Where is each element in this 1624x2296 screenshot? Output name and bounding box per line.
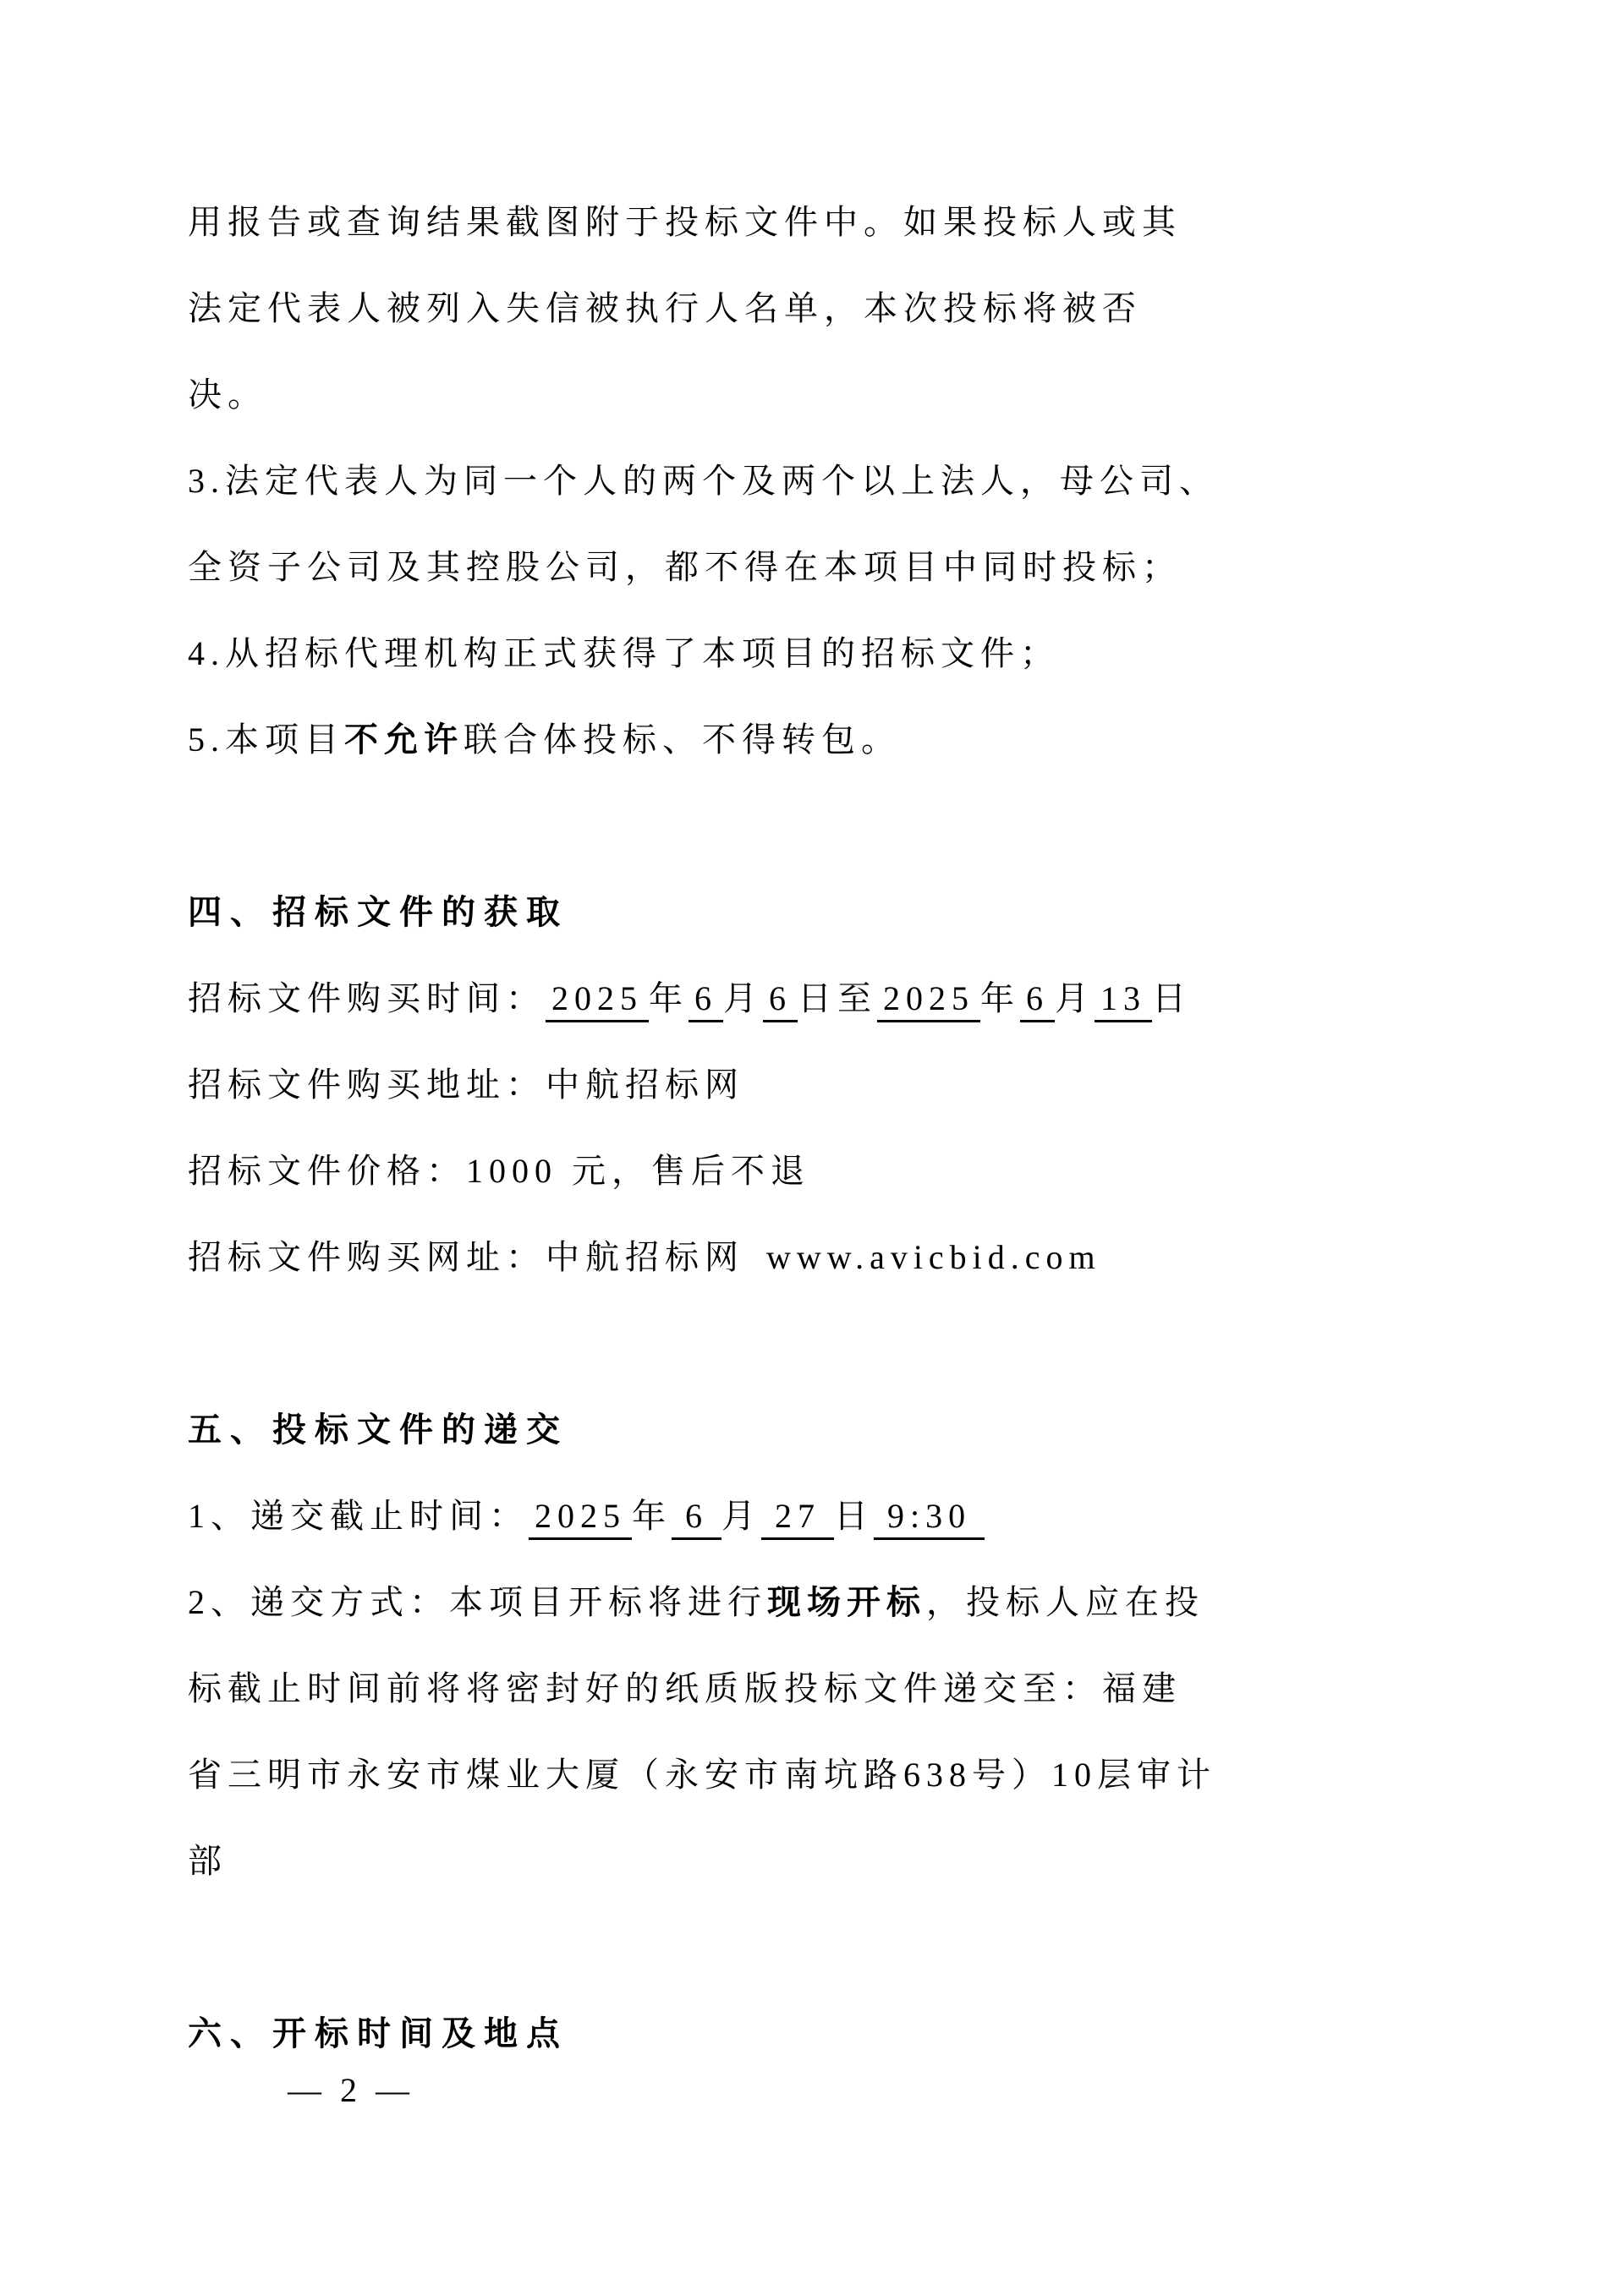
submission-deadline-sep1: 年 (632, 1497, 672, 1535)
purchase-url-label: 招标文件购买网址： (188, 1238, 546, 1276)
condition-item-3-line-2: 全资子公司及其控股公司，都不得在本项目中同时投标； (188, 548, 1182, 586)
purchase-time-sep6: 日 (1152, 979, 1192, 1017)
purchase-time-label: 招标文件购买时间： (188, 979, 546, 1017)
purchase-time-month2-underlined: 6 (1020, 978, 1055, 1022)
intro-paragraph-line-3: 决。 (188, 375, 267, 414)
condition-item-4: 4.从招标代理机构正式获得了本项目的招标文件； (188, 634, 1060, 672)
condition-item-5-post: 联合体投标、不得转包。 (464, 721, 901, 759)
submission-deadline-sep3: 日 (834, 1497, 874, 1535)
purchase-time-day2-underlined: 13 (1095, 978, 1152, 1022)
purchase-url-site-name: 中航招标网 (546, 1238, 744, 1276)
purchase-time-sep3: 日至 (798, 979, 877, 1017)
submission-deadline-month-underlined: 6 (672, 1495, 721, 1540)
section-heading-bid-submission: 五、投标文件的递交 (188, 1411, 568, 1449)
submission-deadline-sep2: 月 (721, 1497, 761, 1535)
purchase-time-day1-underlined: 6 (763, 978, 798, 1022)
submission-method-line-2: 标截止时间前将将密封好的纸质版投标文件递交至：福建 (188, 1669, 1182, 1707)
purchase-address-line (188, 1042, 1455, 1128)
condition-item-5-bold-no-consortium: 不允许 (344, 721, 464, 759)
purchase-address-value: 中航招标网 (546, 1066, 744, 1104)
purchase-time-line (188, 956, 1455, 1042)
document-price-line (188, 1128, 1455, 1214)
condition-item-3-line-1: 3.法定代表人为同一个人的两个及两个以上法人，母公司、 (188, 462, 1219, 500)
purchase-time-month1-underlined: 6 (689, 978, 723, 1022)
intro-paragraph-line-2: 法定代表人被列入失信被执行人名单，本次投标将被否 (188, 289, 1142, 327)
submission-deadline-day-underlined: 27 (761, 1495, 834, 1540)
condition-item-5-pre: 5.本项目 (188, 721, 344, 759)
submission-method-post: ，投标人应在投 (926, 1583, 1204, 1621)
purchase-time-sep4: 年 (980, 979, 1020, 1017)
purchase-address-label: 招标文件购买地址： (188, 1066, 546, 1104)
purchase-url-address: www.avicbid.com (766, 1238, 1101, 1276)
submission-deadline-time-underlined: 9:30 (874, 1495, 985, 1540)
purchase-url-line (188, 1214, 1455, 1301)
submission-method-line-1 (188, 1559, 1455, 1646)
section-heading-obtain-documents: 四、招标文件的获取 (188, 894, 568, 931)
purchase-time-year1-underlined: 2025 (546, 978, 649, 1022)
intro-paragraph-line-1: 用报告或查询结果截图附于投标文件中。如果投标人或其 (188, 203, 1182, 241)
submission-method-bold-onsite-opening: 现场开标 (767, 1583, 926, 1621)
submission-deadline-label: 1、递交截止时间： (188, 1497, 529, 1535)
document-price-value: 1000 元，售后不退 (466, 1152, 810, 1190)
purchase-time-sep5: 月 (1055, 979, 1095, 1017)
submission-method-line-4: 部 (188, 1842, 228, 1880)
submission-method-pre: 2、递交方式：本项目开标将进行 (188, 1583, 767, 1621)
submission-deadline-line (188, 1473, 1455, 1559)
purchase-time-sep2: 月 (723, 979, 763, 1017)
section-heading-bid-opening: 六、开标时间及地点 (188, 2015, 568, 2052)
document-price-label: 招标文件价格： (188, 1152, 466, 1190)
condition-item-5 (188, 697, 1455, 783)
purchase-time-year2-underlined: 2025 (877, 978, 980, 1022)
purchase-time-sep1: 年 (649, 979, 689, 1017)
page-number: — 2 — (288, 2071, 414, 2109)
submission-deadline-year-underlined: 2025 (529, 1495, 632, 1540)
submission-method-line-3: 省三明市永安市煤业大厦（永安市南坑路638号）10层审计 (188, 1756, 1216, 1794)
